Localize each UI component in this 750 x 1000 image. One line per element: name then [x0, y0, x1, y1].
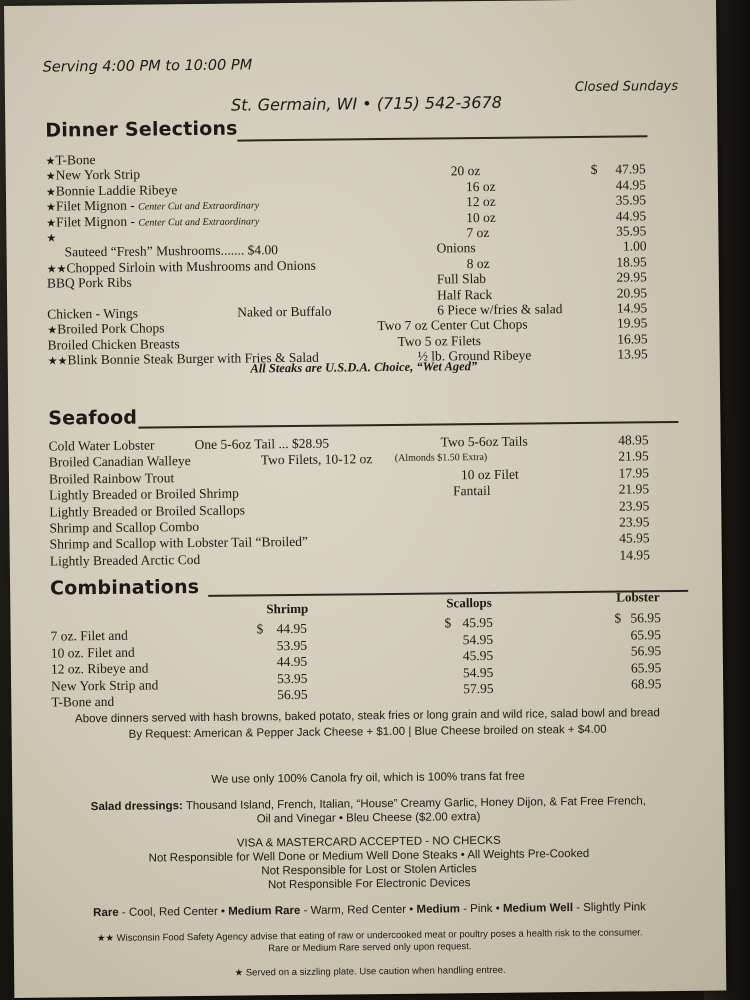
doneness-medium-rare: Medium Rare [228, 904, 301, 918]
item-name: Lightly Breaded or Broiled Shrimp [49, 485, 239, 503]
dinner-rule [237, 135, 647, 141]
item-name: Bonnie Laddie Ribeye [55, 181, 178, 199]
item-name: Cold Water Lobster [48, 437, 155, 454]
doneness-medium-well-desc: - Slightly Pink [572, 901, 646, 915]
item-portion: 16 oz [465, 178, 496, 194]
item-style: Naked or Buffalo [237, 303, 332, 320]
payment-note: VISA & MASTERCARD ACCEPTED - NO CHECKS [236, 834, 501, 850]
price-lobster: 56.95 [630, 643, 662, 659]
currency-symbol: $ [444, 615, 452, 631]
star-icon: ★ [47, 324, 58, 337]
doneness-medium-well: Medium Well [502, 902, 574, 915]
item-price: 44.95 [615, 177, 646, 193]
item-price: 29.95 [616, 269, 647, 285]
item-price: 44.95 [615, 207, 647, 224]
price-scallops: 54.95 [462, 631, 494, 647]
doneness-rare-desc: - Cool, Red Center • [118, 905, 229, 919]
price-scallops: 54.95 [462, 664, 494, 680]
star-icon: ★ [46, 232, 57, 245]
item-name: Broiled Chicken Breasts [47, 335, 180, 353]
combination-label: T-Bone and [51, 693, 115, 710]
star-icon: ★★ [47, 355, 68, 368]
item-portion: 12 oz [465, 194, 496, 210]
item-name: Chicken - Wings [47, 305, 139, 322]
item-portion: Two 5-6oz Tails [440, 433, 528, 450]
item-name: Broiled Rainbow Trout [48, 470, 175, 487]
item-price: 23.95 [618, 514, 650, 530]
item-name: Chopped Sirloin with Mushrooms and Onions [66, 257, 316, 276]
price-scallops: 57.95 [463, 680, 494, 697]
item-portion: 20 oz [450, 163, 481, 179]
item-portion: Full Slab [436, 271, 487, 287]
item-price: 20.95 [616, 284, 648, 301]
col-lobster: Lobster [616, 589, 660, 605]
item-price: 1.00 [622, 238, 647, 254]
item-price: 45.95 [619, 530, 650, 546]
item-portion: Onions [436, 240, 476, 256]
combination-label: 10 oz. Filet and [50, 644, 135, 661]
price-lobster: 65.95 [630, 626, 662, 642]
combinations-title: Combinations [49, 575, 200, 600]
item-price: 35.95 [615, 223, 647, 239]
price-scallops: 45.95 [462, 647, 494, 664]
price-lobster: 65.95 [630, 659, 662, 675]
item-price: 19.95 [616, 315, 648, 331]
location-phone: St. Germain, WI • (715) 542-3678 [230, 92, 502, 115]
doneness-guide [13, 900, 725, 919]
item-name: Filet Mignon - [55, 197, 139, 214]
combination-row [51, 627, 128, 645]
combination-row [51, 660, 149, 678]
item-name: Shrimp and Scallop with Lobster Tail “Broiled” [49, 534, 308, 552]
dressings-label: Salad dressings: [90, 800, 183, 814]
item-price: 14.95 [616, 300, 648, 316]
item-name: New York Strip [55, 166, 141, 183]
combination-row [51, 693, 114, 711]
doneness-medium-rare-desc: - Warm, Red Center • [300, 903, 417, 917]
menu-page [4, 0, 726, 998]
combination-row [51, 643, 135, 661]
dressings-list: Thousand Island, French, Italian, “House” Creamy Garlic, Honey Dijon, & Fat Free French, [185, 795, 647, 813]
price-shrimp: 53.95 [276, 637, 308, 653]
combination-label: New York Strip and [51, 676, 159, 694]
canola-note: We use only 100% Canola fry oil, which is 100% trans fat free [211, 770, 525, 786]
item-price: 17.95 [618, 465, 649, 481]
doneness-medium: Medium [416, 903, 460, 916]
item-price: 13.95 [617, 346, 648, 362]
col-scallops: Scallops [446, 594, 492, 611]
price-shrimp: 44.95 [276, 653, 308, 670]
currency-symbol: $ [256, 621, 264, 637]
item-portion: Half Rack [436, 286, 493, 303]
item-price: 47.95 [615, 161, 646, 177]
item-name: Sauteed “Fresh” Mushrooms....... $4.00 [64, 242, 279, 260]
item-portion: 8 oz [466, 255, 490, 271]
closed-notice: Closed Sundays [574, 78, 679, 96]
item-cut-note: Center Cut and Extraordinary [138, 200, 260, 213]
star-icon: ★ [45, 155, 56, 168]
item-price: 21.95 [618, 481, 650, 497]
item-name: Lightly Breaded Arctic Cod [49, 551, 201, 569]
item-name: Lightly Breaded or Broiled Scallops [49, 502, 246, 520]
star-icon: ★ [45, 186, 56, 199]
item-cut-note: Center Cut and Extraordinary [138, 215, 260, 229]
sizzling-plate-note: ★ Served on a sizzling plate. Use caution when handling entree. [234, 964, 506, 979]
food-safety-note-2: Rare or Medium Rare served only upon request. [268, 941, 472, 955]
col-shrimp: Shrimp [266, 600, 309, 617]
price-lobster: 68.95 [631, 676, 662, 692]
item-portion: Fantail [453, 483, 491, 499]
item-portion: Two 7 oz Center Cut Chops [377, 316, 528, 334]
combination-label: 12 oz. Ribeye and [50, 660, 149, 677]
serving-hours: Serving 4:00 PM to 10:00 PM [42, 57, 253, 76]
item-portion: 7 oz [466, 224, 490, 241]
combination-row [51, 676, 158, 694]
item-name: Shrimp and Scallop Combo [49, 518, 200, 536]
star-icon: ★ [46, 201, 57, 214]
item-portion-detail: Two Filets, 10-12 oz [260, 451, 373, 468]
price-shrimp: 53.95 [276, 670, 308, 686]
price-shrimp: 56.95 [277, 686, 308, 703]
currency-symbol: $ [614, 610, 622, 626]
combination-label: 7 oz. Filet and [50, 627, 128, 644]
item-portion-detail: One 5-6oz Tail ... $28.95 [194, 435, 330, 453]
price-lobster: 56.95 [630, 610, 661, 626]
sides-note: Above dinners served with hash browns, baked potato, steak fries or long grain and wild rice, salad bowl and bread [74, 707, 660, 726]
item-portion: Two 5 oz Filets [397, 332, 482, 349]
item-price: 21.95 [618, 448, 649, 464]
item-price: 23.95 [618, 497, 650, 514]
seafood-title: Seafood [48, 406, 138, 430]
item-extra-note: (Almonds $1.50 Extra) [394, 452, 488, 465]
item-price: 16.95 [617, 331, 648, 347]
item-portion: 6 Piece w/fries & salad [437, 301, 563, 318]
price-scallops: 45.95 [462, 614, 493, 631]
item-price: 14.95 [619, 547, 650, 563]
responsibility-3: Not Responsible For Electronic Devices [267, 877, 471, 892]
currency-symbol: $ [590, 162, 598, 178]
item-name: T-Bone [55, 152, 96, 168]
item-name: Blink Bonnie Steak Burger with Fries & Salad [67, 349, 319, 368]
item-name: Broiled Canadian Walleye [48, 453, 191, 470]
item-price: 35.95 [615, 192, 647, 208]
star-icon: ★ [45, 170, 56, 183]
item-portion: 10 oz Filet [460, 466, 519, 483]
star-icon: ★★ [46, 263, 67, 276]
doneness-medium-desc: - Pink • [459, 902, 503, 916]
item-portion: ½ lb. Ground Ribeye [417, 347, 532, 364]
item-price: 18.95 [616, 254, 647, 270]
price-shrimp: 44.95 [276, 620, 307, 637]
item-name: Broiled Pork Chops [57, 320, 165, 337]
responsibility-1: Not Responsible for Well Done or Medium Well Done Steaks • All Weights Pre-Cooked [148, 847, 590, 865]
item-price: 48.95 [618, 432, 649, 448]
item-name: BBQ Pork Ribs [46, 274, 132, 291]
seafood-rule [138, 421, 678, 428]
food-safety-note: ★★ Wisconsin Food Safety Agency advise that eating of raw or undercooked meat or poultry poses a health risk to the consumer. [96, 927, 643, 945]
responsibility-2: Not Responsible for Lost or Stolen Articles [261, 863, 477, 878]
cheese-note: By Request: American & Pepper Jack Cheese + $1.00 | Blue Cheese broiled on steak + $4.00 [128, 723, 607, 741]
item-name: Filet Mignon - [56, 213, 139, 230]
dinner-title: Dinner Selections [45, 117, 238, 142]
dressings-list-2: Oil and Vinegar • Bleu Cheese ($2.00 extra) [256, 811, 481, 826]
steak-note: All Steaks are U.S.D.A. Choice, “Wet Aged” [250, 359, 478, 376]
doneness-rare: Rare [93, 906, 119, 920]
item-portion: 10 oz [466, 209, 496, 225]
star-icon: ★ [46, 217, 57, 230]
